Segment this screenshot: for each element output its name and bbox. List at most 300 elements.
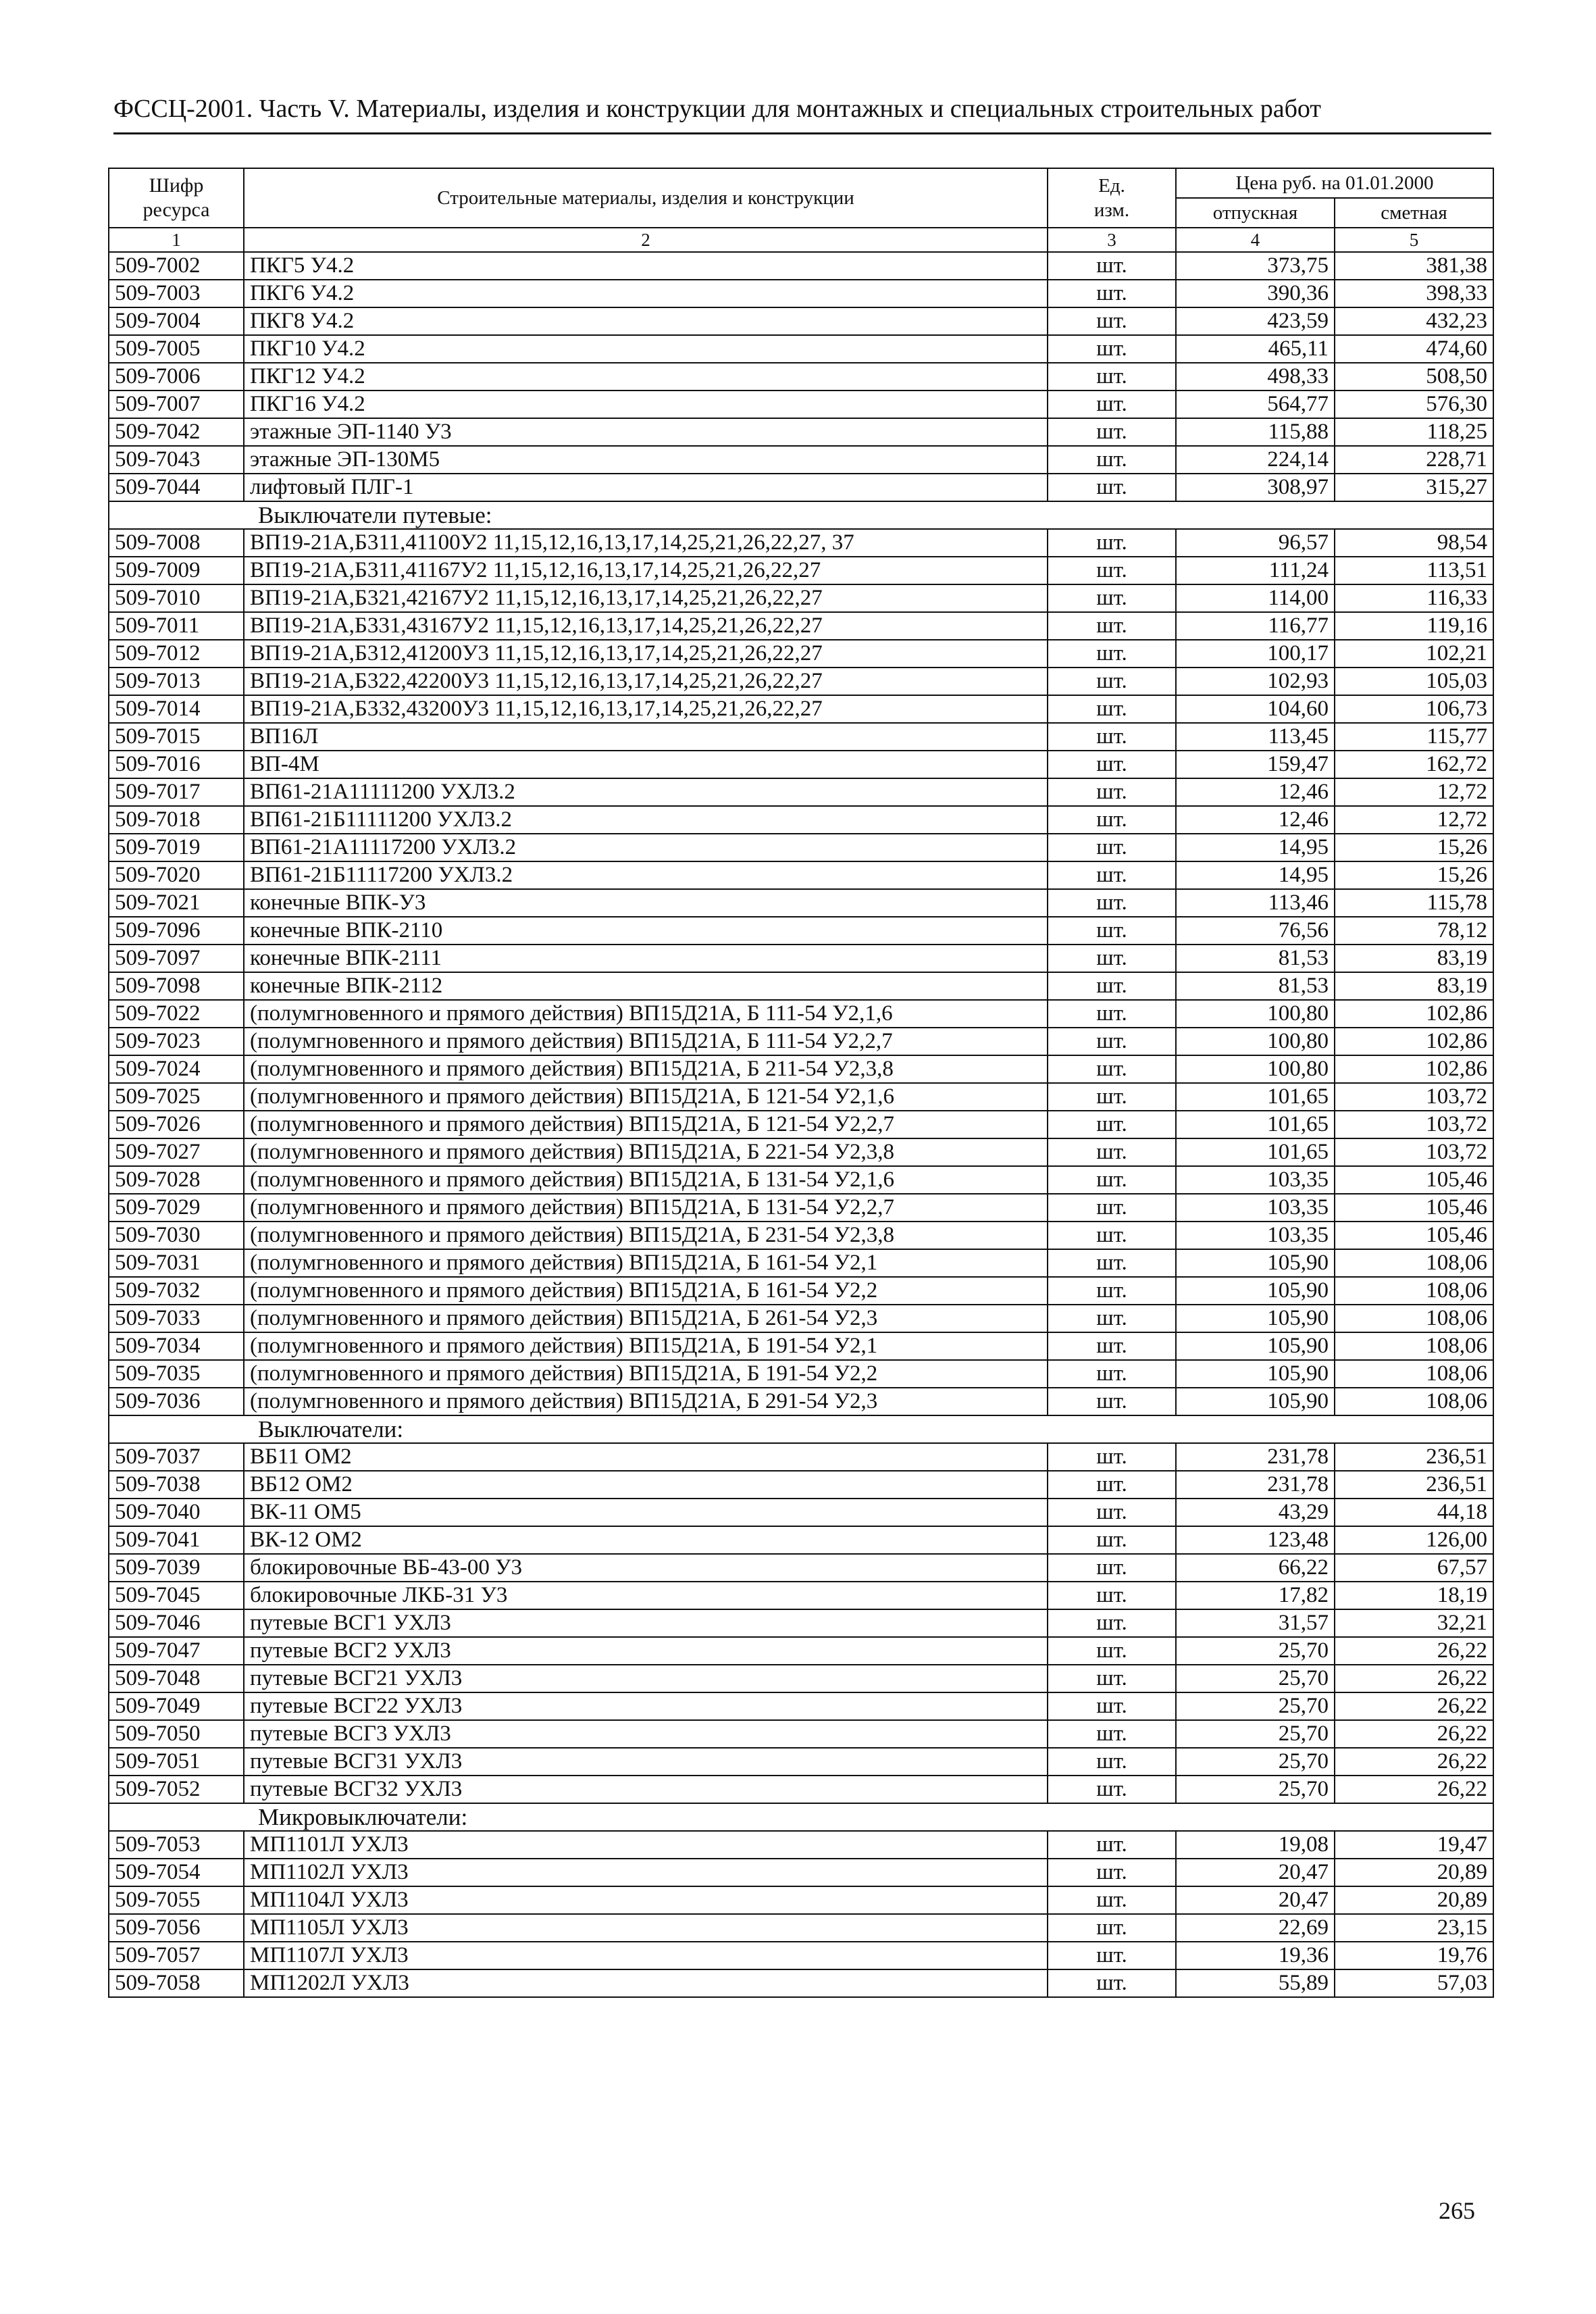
resource-code-cell: 509-7096 (109, 917, 244, 945)
section-row (109, 501, 1493, 529)
release-price-cell: 14,95 (1176, 861, 1335, 889)
release-price-cell: 81,53 (1176, 972, 1335, 1000)
unit-cell: шт. (1048, 1914, 1176, 1942)
resource-code-cell: 509-7027 (109, 1138, 244, 1166)
release-price-cell: 105,90 (1176, 1305, 1335, 1332)
estimate-price-cell: 23,15 (1335, 1914, 1493, 1942)
release-price-cell: 96,57 (1176, 529, 1335, 557)
release-price-cell: 105,90 (1176, 1249, 1335, 1277)
material-name-cell: путевые ВСГ22 УХЛ3 (244, 1692, 1048, 1720)
release-price-cell: 81,53 (1176, 945, 1335, 972)
unit-cell: шт. (1048, 307, 1176, 335)
resource-code-cell: 509-7029 (109, 1194, 244, 1222)
material-name-cell: ПКГ5 У4.2 (244, 252, 1048, 280)
release-price-cell: 104,60 (1176, 695, 1335, 723)
release-price-cell: 14,95 (1176, 834, 1335, 861)
unit-cell: шт. (1048, 1969, 1176, 1997)
resource-code-cell: 509-7005 (109, 335, 244, 363)
unit-cell: шт. (1048, 1360, 1176, 1388)
running-title: ФССЦ-2001. Часть V. Материалы, изделия и конструкции для монтажных и специальных строительных работ (113, 95, 1322, 123)
estimate-price-cell: 12,72 (1335, 806, 1493, 834)
unit-cell: шт. (1048, 612, 1176, 640)
release-price-cell: 100,17 (1176, 640, 1335, 668)
unit-cell: шт. (1048, 668, 1176, 695)
resource-code-cell: 509-7097 (109, 945, 244, 972)
table-row (109, 1637, 1493, 1665)
estimate-price-cell: 115,78 (1335, 889, 1493, 917)
release-price-cell: 20,47 (1176, 1859, 1335, 1886)
unit-cell: шт. (1048, 1609, 1176, 1637)
material-name-cell: ВП19-21А,Б332,43200У3 11,15,12,16,13,17,14,25,21,26,22,27 (244, 695, 1048, 723)
resource-code-cell: 509-7009 (109, 557, 244, 584)
material-name-cell: (полумгновенного и прямого действия) ВП15Д21А, Б 261-54 У2,3 (244, 1305, 1048, 1332)
table-row (109, 1859, 1493, 1886)
estimate-price-cell: 102,21 (1335, 640, 1493, 668)
release-price-cell: 465,11 (1176, 335, 1335, 363)
unit-cell: шт. (1048, 889, 1176, 917)
resource-code-cell: 509-7031 (109, 1249, 244, 1277)
resource-code-cell: 509-7032 (109, 1277, 244, 1305)
resource-code-cell: 509-7050 (109, 1720, 244, 1748)
material-name-cell: ПКГ10 У4.2 (244, 335, 1048, 363)
column-header-code (109, 168, 244, 228)
release-price-cell: 105,90 (1176, 1332, 1335, 1360)
material-name-cell: ВК-12 ОМ2 (244, 1526, 1048, 1554)
unit-cell: шт. (1048, 1637, 1176, 1665)
unit-cell: шт. (1048, 1554, 1176, 1582)
unit-cell: шт. (1048, 1859, 1176, 1886)
resource-code-cell: 509-7002 (109, 252, 244, 280)
estimate-price-cell: 18,19 (1335, 1582, 1493, 1609)
resource-code-cell: 509-7028 (109, 1166, 244, 1194)
resource-code-cell: 509-7011 (109, 612, 244, 640)
unit-cell: шт. (1048, 1222, 1176, 1249)
estimate-price-cell: 19,47 (1335, 1831, 1493, 1859)
column-number: 4 (1176, 228, 1335, 252)
release-price-cell: 116,77 (1176, 612, 1335, 640)
resource-code-cell: 509-7043 (109, 446, 244, 474)
material-name-cell: МП1105Л УХЛ3 (244, 1914, 1048, 1942)
column-number: 3 (1048, 228, 1176, 252)
material-name-cell: ВБ12 ОМ2 (244, 1471, 1048, 1499)
table-row (109, 1720, 1493, 1748)
resource-code-cell: 509-7021 (109, 889, 244, 917)
material-name-cell: конечные ВПК-2112 (244, 972, 1048, 1000)
release-price-cell: 25,70 (1176, 1720, 1335, 1748)
table-row (109, 1665, 1493, 1692)
estimate-price-cell: 108,06 (1335, 1332, 1493, 1360)
release-price-cell: 113,45 (1176, 723, 1335, 751)
estimate-price-cell: 119,16 (1335, 612, 1493, 640)
estimate-price-cell: 105,46 (1335, 1222, 1493, 1249)
resource-code-cell: 509-7025 (109, 1083, 244, 1111)
release-price-cell: 105,90 (1176, 1388, 1335, 1415)
material-name-cell: МП1107Л УХЛ3 (244, 1942, 1048, 1969)
resource-code-cell: 509-7004 (109, 307, 244, 335)
price-table (108, 168, 1494, 1998)
unit-cell: шт. (1048, 1194, 1176, 1222)
resource-code-cell: 509-7038 (109, 1471, 244, 1499)
material-name-cell: (полумгновенного и прямого действия) ВП15Д21А, Б 161-54 У2,2 (244, 1277, 1048, 1305)
estimate-price-cell: 118,25 (1335, 418, 1493, 446)
material-name-cell: ВП19-21А,Б312,41200У3 11,15,12,16,13,17,14,25,21,26,22,27 (244, 640, 1048, 668)
column-header-unit-label: Ед. изм. (1093, 175, 1130, 221)
release-price-cell: 43,29 (1176, 1499, 1335, 1526)
table-row (109, 1499, 1493, 1526)
unit-cell: шт. (1048, 640, 1176, 668)
table-row (109, 307, 1493, 335)
release-price-cell: 102,93 (1176, 668, 1335, 695)
release-price-cell: 101,65 (1176, 1083, 1335, 1111)
unit-cell: шт. (1048, 1471, 1176, 1499)
table-row (109, 1111, 1493, 1138)
unit-cell: шт. (1048, 751, 1176, 778)
column-number: 2 (244, 228, 1048, 252)
release-price-cell: 423,59 (1176, 307, 1335, 335)
release-price-cell: 103,35 (1176, 1194, 1335, 1222)
resource-code-cell: 509-7006 (109, 363, 244, 391)
unit-cell: шт. (1048, 584, 1176, 612)
column-header-code-label: Шифр ресурса (143, 174, 210, 221)
material-name-cell: путевые ВСГ32 УХЛ3 (244, 1776, 1048, 1803)
estimate-price-cell: 32,21 (1335, 1609, 1493, 1637)
estimate-price-cell: 20,89 (1335, 1859, 1493, 1886)
table-row (109, 1554, 1493, 1582)
release-price-cell: 101,65 (1176, 1111, 1335, 1138)
resource-code-cell: 509-7046 (109, 1609, 244, 1637)
resource-code-cell: 509-7019 (109, 834, 244, 861)
estimate-price-cell: 98,54 (1335, 529, 1493, 557)
table-row (109, 1443, 1493, 1471)
estimate-price-cell: 12,72 (1335, 778, 1493, 806)
resource-code-cell: 509-7048 (109, 1665, 244, 1692)
estimate-price-cell: 236,51 (1335, 1443, 1493, 1471)
table-row (109, 280, 1493, 307)
material-name-cell: ВП16Л (244, 723, 1048, 751)
unit-cell: шт. (1048, 1083, 1176, 1111)
material-name-cell: ПКГ16 У4.2 (244, 391, 1048, 418)
estimate-price-cell: 105,46 (1335, 1194, 1493, 1222)
resource-code-cell: 509-7042 (109, 418, 244, 446)
unit-cell: шт. (1048, 1886, 1176, 1914)
table-row (109, 1028, 1493, 1055)
material-name-cell: конечные ВПК-У3 (244, 889, 1048, 917)
release-price-cell: 115,88 (1176, 418, 1335, 446)
material-name-cell: (полумгновенного и прямого действия) ВП15Д21А, Б 291-54 У2,3 (244, 1388, 1048, 1415)
release-price-cell: 66,22 (1176, 1554, 1335, 1582)
estimate-price-cell: 576,30 (1335, 391, 1493, 418)
section-row (109, 1415, 1493, 1443)
release-price-cell: 100,80 (1176, 1000, 1335, 1028)
column-header-release: отпускная (1176, 198, 1335, 228)
estimate-price-cell: 508,50 (1335, 363, 1493, 391)
unit-cell: шт. (1048, 1277, 1176, 1305)
table-row (109, 474, 1493, 501)
estimate-price-cell: 474,60 (1335, 335, 1493, 363)
unit-cell: шт. (1048, 972, 1176, 1000)
table-row (109, 1222, 1493, 1249)
material-name-cell: (полумгновенного и прямого действия) ВП15Д21А, Б 231-54 У2,3,8 (244, 1222, 1048, 1249)
release-price-cell: 231,78 (1176, 1471, 1335, 1499)
estimate-price-cell: 108,06 (1335, 1305, 1493, 1332)
resource-code-cell: 509-7020 (109, 861, 244, 889)
estimate-price-cell: 162,72 (1335, 751, 1493, 778)
unit-cell: шт. (1048, 335, 1176, 363)
estimate-price-cell: 20,89 (1335, 1886, 1493, 1914)
resource-code-cell: 509-7054 (109, 1859, 244, 1886)
unit-cell: шт. (1048, 1138, 1176, 1166)
resource-code-cell: 509-7047 (109, 1637, 244, 1665)
table-row (109, 917, 1493, 945)
unit-cell: шт. (1048, 1055, 1176, 1083)
material-name-cell: ВП19-21А,Б311,41167У2 11,15,12,16,13,17,14,25,21,26,22,27 (244, 557, 1048, 584)
table-row (109, 889, 1493, 917)
unit-cell: шт. (1048, 391, 1176, 418)
estimate-price-cell: 105,46 (1335, 1166, 1493, 1194)
material-name-cell: конечные ВПК-2110 (244, 917, 1048, 945)
resource-code-cell: 509-7044 (109, 474, 244, 501)
estimate-price-cell: 26,22 (1335, 1748, 1493, 1776)
unit-cell: шт. (1048, 806, 1176, 834)
unit-cell: шт. (1048, 1028, 1176, 1055)
table-row (109, 1305, 1493, 1332)
estimate-price-cell: 83,19 (1335, 945, 1493, 972)
resource-code-cell: 509-7055 (109, 1886, 244, 1914)
column-header-unit (1048, 168, 1176, 228)
estimate-price-cell: 15,26 (1335, 861, 1493, 889)
material-name-cell: путевые ВСГ3 УХЛ3 (244, 1720, 1048, 1748)
material-name-cell: ВП19-21А,Б331,43167У2 11,15,12,16,13,17,14,25,21,26,22,27 (244, 612, 1048, 640)
section-heading: Микровыключатели: (109, 1803, 1493, 1831)
unit-cell: шт. (1048, 418, 1176, 446)
material-name-cell: ВП61-21Б11117200 УХЛ3.2 (244, 861, 1048, 889)
section-row (109, 1803, 1493, 1831)
page-number: 265 (1439, 2197, 1475, 2224)
table-row (109, 1360, 1493, 1388)
table-row (109, 1526, 1493, 1554)
table-row (109, 1582, 1493, 1609)
material-name-cell: ВП-4М (244, 751, 1048, 778)
release-price-cell: 373,75 (1176, 252, 1335, 280)
table-row (109, 557, 1493, 584)
estimate-price-cell: 102,86 (1335, 1028, 1493, 1055)
table-row (109, 1249, 1493, 1277)
resource-code-cell: 509-7035 (109, 1360, 244, 1388)
material-name-cell: (полумгновенного и прямого действия) ВП15Д21А, Б 221-54 У2,3,8 (244, 1138, 1048, 1166)
material-name-cell: блокировочные ЛКБ-31 У3 (244, 1582, 1048, 1609)
estimate-price-cell: 102,86 (1335, 1055, 1493, 1083)
release-price-cell: 100,80 (1176, 1028, 1335, 1055)
material-name-cell: МП1102Л УХЛ3 (244, 1859, 1048, 1886)
estimate-price-cell: 228,71 (1335, 446, 1493, 474)
resource-code-cell: 509-7017 (109, 778, 244, 806)
estimate-price-cell: 103,72 (1335, 1138, 1493, 1166)
table-row (109, 1194, 1493, 1222)
unit-cell: шт. (1048, 1388, 1176, 1415)
table-row (109, 1776, 1493, 1803)
table-row (109, 1332, 1493, 1360)
release-price-cell: 19,08 (1176, 1831, 1335, 1859)
unit-cell: шт. (1048, 446, 1176, 474)
material-name-cell: путевые ВСГ1 УХЛ3 (244, 1609, 1048, 1637)
table-row (109, 1277, 1493, 1305)
unit-cell: шт. (1048, 1665, 1176, 1692)
release-price-cell: 22,69 (1176, 1914, 1335, 1942)
estimate-price-cell: 108,06 (1335, 1249, 1493, 1277)
table-row (109, 1388, 1493, 1415)
table-row (109, 1609, 1493, 1637)
estimate-price-cell: 26,22 (1335, 1637, 1493, 1665)
release-price-cell: 105,90 (1176, 1277, 1335, 1305)
table-body (109, 252, 1493, 1997)
material-name-cell: (полумгновенного и прямого действия) ВП15Д21А, Б 191-54 У2,2 (244, 1360, 1048, 1388)
resource-code-cell: 509-7045 (109, 1582, 244, 1609)
release-price-cell: 113,46 (1176, 889, 1335, 917)
resource-code-cell: 509-7008 (109, 529, 244, 557)
unit-cell: шт. (1048, 1111, 1176, 1138)
material-name-cell: ПКГ6 У4.2 (244, 280, 1048, 307)
material-name-cell: МП1104Л УХЛ3 (244, 1886, 1048, 1914)
estimate-price-cell: 102,86 (1335, 1000, 1493, 1028)
resource-code-cell: 509-7030 (109, 1222, 244, 1249)
release-price-cell: 224,14 (1176, 446, 1335, 474)
table-head (109, 168, 1493, 252)
release-price-cell: 114,00 (1176, 584, 1335, 612)
material-name-cell: этажные ЭП-130М5 (244, 446, 1048, 474)
table-row (109, 945, 1493, 972)
release-price-cell: 12,46 (1176, 806, 1335, 834)
estimate-price-cell: 19,76 (1335, 1942, 1493, 1969)
unit-cell: шт. (1048, 1249, 1176, 1277)
unit-cell: шт. (1048, 861, 1176, 889)
material-name-cell: (полумгновенного и прямого действия) ВП15Д21А, Б 161-54 У2,1 (244, 1249, 1048, 1277)
estimate-price-cell: 26,22 (1335, 1776, 1493, 1803)
release-price-cell: 105,90 (1176, 1360, 1335, 1388)
release-price-cell: 55,89 (1176, 1969, 1335, 1997)
release-price-cell: 19,36 (1176, 1942, 1335, 1969)
release-price-cell: 25,70 (1176, 1665, 1335, 1692)
resource-code-cell: 509-7040 (109, 1499, 244, 1526)
material-name-cell: путевые ВСГ21 УХЛ3 (244, 1665, 1048, 1692)
table-row (109, 363, 1493, 391)
unit-cell: шт. (1048, 1526, 1176, 1554)
table-row (109, 1166, 1493, 1194)
unit-cell: шт. (1048, 945, 1176, 972)
estimate-price-cell: 103,72 (1335, 1083, 1493, 1111)
release-price-cell: 20,47 (1176, 1886, 1335, 1914)
resource-code-cell: 509-7013 (109, 668, 244, 695)
table-row (109, 1914, 1493, 1942)
resource-code-cell: 509-7037 (109, 1443, 244, 1471)
estimate-price-cell: 113,51 (1335, 557, 1493, 584)
material-name-cell: (полумгновенного и прямого действия) ВП15Д21А, Б 131-54 У2,1,6 (244, 1166, 1048, 1194)
column-number-row (109, 228, 1493, 252)
unit-cell: шт. (1048, 557, 1176, 584)
estimate-price-cell: 106,73 (1335, 695, 1493, 723)
table-row (109, 751, 1493, 778)
material-name-cell: ВП19-21А,Б321,42167У2 11,15,12,16,13,17,14,25,21,26,22,27 (244, 584, 1048, 612)
resource-code-cell: 509-7053 (109, 1831, 244, 1859)
material-name-cell: путевые ВСГ31 УХЛ3 (244, 1748, 1048, 1776)
resource-code-cell: 509-7034 (109, 1332, 244, 1360)
material-name-cell: лифтовый ПЛГ-1 (244, 474, 1048, 501)
material-name-cell: ВП61-21А11111200 УХЛ3.2 (244, 778, 1048, 806)
release-price-cell: 123,48 (1176, 1526, 1335, 1554)
estimate-price-cell: 57,03 (1335, 1969, 1493, 1997)
release-price-cell: 564,77 (1176, 391, 1335, 418)
estimate-price-cell: 103,72 (1335, 1111, 1493, 1138)
release-price-cell: 101,65 (1176, 1138, 1335, 1166)
table-row (109, 834, 1493, 861)
unit-cell: шт. (1048, 529, 1176, 557)
unit-cell: шт. (1048, 1748, 1176, 1776)
column-header-name: Строительные материалы, изделия и конструкции (244, 168, 1048, 228)
resource-code-cell: 509-7022 (109, 1000, 244, 1028)
unit-cell: шт. (1048, 1499, 1176, 1526)
release-price-cell: 12,46 (1176, 778, 1335, 806)
unit-cell: шт. (1048, 1332, 1176, 1360)
table-row (109, 252, 1493, 280)
resource-code-cell: 509-7058 (109, 1969, 244, 1997)
table-row (109, 391, 1493, 418)
resource-code-cell: 509-7036 (109, 1388, 244, 1415)
table-row (109, 778, 1493, 806)
material-name-cell: ВП61-21Б11111200 УХЛ3.2 (244, 806, 1048, 834)
column-header-estimate: сметная (1335, 198, 1493, 228)
release-price-cell: 159,47 (1176, 751, 1335, 778)
table-row (109, 612, 1493, 640)
resource-code-cell: 509-7012 (109, 640, 244, 668)
resource-code-cell: 509-7003 (109, 280, 244, 307)
table-row (109, 640, 1493, 668)
unit-cell: шт. (1048, 1692, 1176, 1720)
estimate-price-cell: 78,12 (1335, 917, 1493, 945)
table-row (109, 584, 1493, 612)
material-name-cell: (полумгновенного и прямого действия) ВП15Д21А, Б 211-54 У2,3,8 (244, 1055, 1048, 1083)
material-name-cell: МП1101Л УХЛ3 (244, 1831, 1048, 1859)
table-row (109, 861, 1493, 889)
resource-code-cell: 509-7018 (109, 806, 244, 834)
unit-cell: шт. (1048, 834, 1176, 861)
resource-code-cell: 509-7051 (109, 1748, 244, 1776)
column-number: 5 (1335, 228, 1493, 252)
estimate-price-cell: 126,00 (1335, 1526, 1493, 1554)
unit-cell: шт. (1048, 1443, 1176, 1471)
release-price-cell: 100,80 (1176, 1055, 1335, 1083)
material-name-cell: (полумгновенного и прямого действия) ВП15Д21А, Б 121-54 У2,2,7 (244, 1111, 1048, 1138)
resource-code-cell: 509-7098 (109, 972, 244, 1000)
table-row (109, 806, 1493, 834)
table-row (109, 1083, 1493, 1111)
resource-code-cell: 509-7007 (109, 391, 244, 418)
column-header-price: Цена руб. на 01.01.2000 (1176, 168, 1493, 198)
unit-cell: шт. (1048, 1166, 1176, 1194)
estimate-price-cell: 15,26 (1335, 834, 1493, 861)
resource-code-cell: 509-7016 (109, 751, 244, 778)
unit-cell: шт. (1048, 252, 1176, 280)
table-row (109, 1000, 1493, 1028)
resource-code-cell: 509-7049 (109, 1692, 244, 1720)
estimate-price-cell: 83,19 (1335, 972, 1493, 1000)
table-row (109, 1055, 1493, 1083)
unit-cell: шт. (1048, 1582, 1176, 1609)
resource-code-cell: 509-7039 (109, 1554, 244, 1582)
estimate-price-cell: 44,18 (1335, 1499, 1493, 1526)
material-name-cell: ВК-11 ОМ5 (244, 1499, 1048, 1526)
material-name-cell: этажные ЭП-1140 У3 (244, 418, 1048, 446)
table-row (109, 695, 1493, 723)
resource-code-cell: 509-7052 (109, 1776, 244, 1803)
